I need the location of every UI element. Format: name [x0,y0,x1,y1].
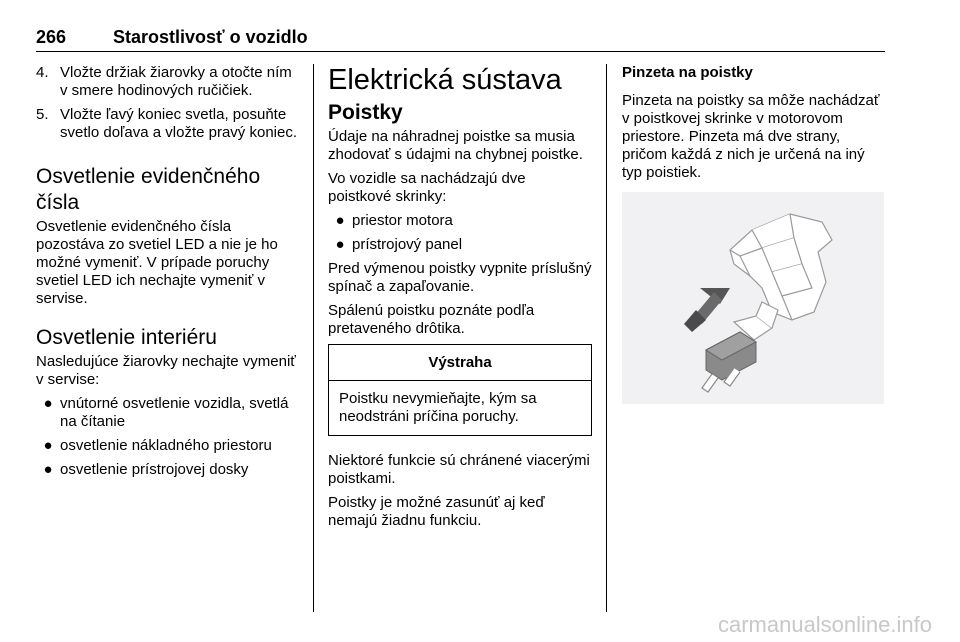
column-2 [328,64,592,536]
paragraph: Údaje na náhradnej poistke sa musia zhodovať s údajmi na chybnej poistke. [328,128,583,163]
paragraph: Pinzeta na poistky sa môže nachádzať v poistkovej skrinke v motorovom priestore. Pinzeta má dve strany, pričom každá z nich je určená na iný typ poistiek. [622,92,880,181]
list-item-text: priestor motora [352,212,453,229]
column-divider [313,64,314,612]
paragraph: Spálenú poistku poznáte podľa pretaveného drôtika. [328,302,535,337]
column-1 [36,64,298,485]
section-text-license-plate: Osvetlenie evidenčného čísla pozostáva zo svetiel LED a nie je ho možné vymeniť. V prípade poruchy svetiel LED ich nechajte vymeniť v servise. [36,218,278,307]
step-number: 4. [36,64,49,81]
fuse-icon [702,332,756,392]
section-heading-license-plate: Osvetlenie evidenčného čísla [36,165,261,214]
bullet-icon: ● [335,212,345,229]
bullet-icon: ● [43,461,53,478]
bullet-icon: ● [43,395,53,412]
paragraph: Niektoré funkcie sú chránené viacerými poistkami. [328,452,590,487]
list-item-text: vnútorné osvetlenie vozidla, svetlá na čítanie [60,395,289,430]
direction-arrow-icon [684,288,730,332]
list-item [328,212,592,230]
step-item [36,64,298,100]
column-3 [622,64,888,404]
list-item [36,437,298,455]
step-item [36,106,298,142]
warning-box [328,344,592,436]
warning-title: Výstraha [329,345,591,381]
list-item-text: osvetlenie nákladného priestoru [60,437,272,454]
section-intro-interior: Nasledujúce žiarovky nechajte vymeniť v servise: [36,353,296,388]
list-item-text: osvetlenie prístrojovej dosky [60,461,249,478]
fuse-extractor-drawing [622,192,884,404]
section-heading-fuses: Poistky [328,101,403,124]
list-item-text: prístrojový panel [352,236,463,253]
step-text: Vložte ľavý koniec svetla, posuňte svetlo doľava a vložte pravý koniec. [60,106,297,141]
watermark: carmanualsonline.info [717,612,932,637]
fuse-extractor-icon [730,214,832,340]
running-title: Starostlivosť o vozidlo [113,27,308,47]
paragraph: Vo vozidle sa nachádzajú dve poistkové skrinky: [328,170,526,205]
section-heading-fuse-extractor: Pinzeta na poistky [622,64,753,81]
page-number: 266 [36,27,67,47]
fuse-extractor-illustration [622,192,884,404]
paragraph: Pred výmenou poistky vypnite príslušný spínač a zapaľovanie. [328,260,592,295]
step-text: Vložte držiak žiarovky a otočte ním v smere hodinových ručičiek. [60,64,292,99]
bullet-icon: ● [335,236,345,253]
bullet-icon: ● [43,437,53,454]
paragraph: Poistky je možné zasunúť aj keď nemajú žiadnu funkciu. [328,494,545,529]
warning-text: Poistku nevymieňajte, kým sa neodstráni príčina poruchy. [339,390,537,425]
step-number: 5. [36,106,49,123]
list-item [36,461,298,479]
section-heading-interior: Osvetlenie interiéru [36,326,217,349]
chapter-title: Elektrická sústava [328,64,562,96]
list-item [328,236,592,254]
list-item [36,395,298,431]
column-divider [606,64,607,612]
page-header [36,27,885,52]
